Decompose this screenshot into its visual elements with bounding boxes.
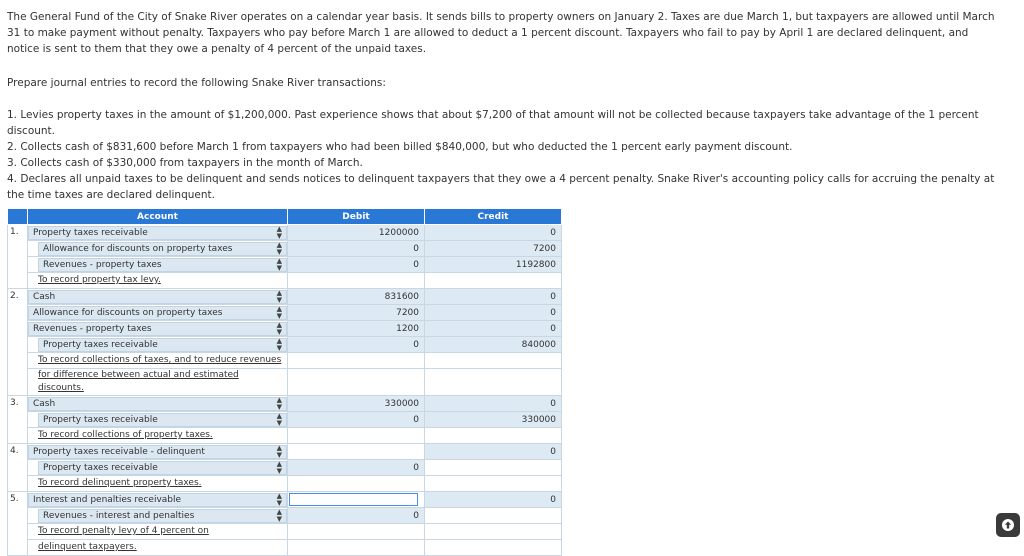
journal-row xyxy=(8,257,562,273)
empty-cell xyxy=(425,273,562,289)
account-cell xyxy=(28,508,288,524)
header-account: Account xyxy=(28,209,288,225)
debit-cell[interactable]: 330000 xyxy=(288,396,425,412)
entry-memo[interactable]: for difference between actual and estimated discounts. xyxy=(38,370,239,393)
empty-cell xyxy=(288,540,425,556)
account-select[interactable] xyxy=(28,397,287,411)
journal-row xyxy=(8,337,562,353)
memo-row xyxy=(8,369,562,396)
empty-cell xyxy=(425,369,562,396)
header-debit: Debit xyxy=(288,209,425,225)
credit-cell[interactable]: 0 xyxy=(425,321,562,337)
account-select[interactable] xyxy=(38,413,287,427)
up-down-arrow-icon: ▲ ▼ xyxy=(276,336,282,352)
account-cell xyxy=(28,321,288,337)
account-select[interactable] xyxy=(28,290,287,304)
memo-cell xyxy=(28,540,288,556)
up-down-arrow-icon: ▲ ▼ xyxy=(276,240,282,256)
journal-row xyxy=(8,444,562,460)
empty-cell xyxy=(288,524,425,540)
account-cell xyxy=(28,396,288,412)
account-label: Interest and penalties receivable xyxy=(33,494,182,505)
memo-cell xyxy=(28,476,288,492)
empty-cell xyxy=(288,428,425,444)
account-select[interactable] xyxy=(38,338,287,352)
journal-row xyxy=(8,492,562,508)
account-label: Allowance for discounts on property taxes xyxy=(43,243,233,254)
journal-row xyxy=(8,289,562,305)
account-select[interactable] xyxy=(28,445,287,459)
transaction-item: 1. Levies property taxes in the amount of $1,200,000. Past experience shows that about $7,200 of that amount will not be collected because taxpayers take advantage of the 1 percent discount. xyxy=(7,109,979,137)
credit-cell[interactable]: 0 xyxy=(425,492,562,508)
debit-cell[interactable]: 7200 xyxy=(288,305,425,321)
empty-cell xyxy=(425,353,562,369)
entry-number: 1. xyxy=(8,225,28,289)
memo-row xyxy=(8,476,562,492)
account-label: Cash xyxy=(33,398,56,409)
journal-row xyxy=(8,321,562,337)
entry-memo[interactable]: To record collections of taxes, and to reduce revenues xyxy=(38,355,282,365)
journal-row xyxy=(8,460,562,476)
up-down-arrow-icon: ▲ ▼ xyxy=(276,288,282,304)
account-cell xyxy=(28,257,288,273)
account-label: Property taxes receivable - delinquent xyxy=(33,446,205,457)
account-label: Cash xyxy=(33,291,56,302)
debit-cell[interactable]: 1200000 xyxy=(288,225,425,241)
credit-cell[interactable]: 840000 xyxy=(425,337,562,353)
memo-row xyxy=(8,524,562,540)
problem-instruction: Prepare journal entries to record the following Snake River transactions: xyxy=(7,77,386,89)
journal-row xyxy=(8,225,562,241)
transaction-item: 3. Collects cash of $330,000 from taxpayers in the month of March. xyxy=(7,157,363,169)
account-cell xyxy=(28,492,288,508)
credit-cell[interactable]: 0 xyxy=(425,396,562,412)
account-label: Revenues - interest and penalties xyxy=(43,510,195,521)
account-cell xyxy=(28,241,288,257)
entry-number: 5. xyxy=(8,492,28,556)
debit-cell[interactable]: 0 xyxy=(288,257,425,273)
credit-cell[interactable]: 7200 xyxy=(425,241,562,257)
memo-row xyxy=(8,273,562,289)
credit-cell[interactable] xyxy=(425,508,562,524)
credit-cell[interactable] xyxy=(425,460,562,476)
up-down-arrow-icon: ▲ ▼ xyxy=(276,491,282,507)
empty-cell xyxy=(425,476,562,492)
up-down-arrow-icon: ▲ ▼ xyxy=(276,256,282,272)
debit-input[interactable] xyxy=(289,493,418,506)
transaction-item: 2. Collects cash of $831,600 before March 1 from taxpayers who had been billed $840,000, but who deducted the 1 percent early payment discount. xyxy=(7,141,793,153)
account-cell xyxy=(28,225,288,241)
debit-cell[interactable]: 0 xyxy=(288,337,425,353)
account-label: Property taxes receivable xyxy=(43,462,158,473)
transaction-item: 4. Declares all unpaid taxes to be delinquent and sends notices to delinquent taxpayers that they owe a 4 percent penalty. Snake River's accounting policy calls for accruing the penalty at the time taxes are declared delinquent. xyxy=(7,173,995,201)
debit-cell[interactable] xyxy=(288,444,425,460)
up-down-arrow-icon: ▲ ▼ xyxy=(276,443,282,459)
account-select[interactable] xyxy=(28,493,287,507)
account-label: Revenues - property taxes xyxy=(33,323,152,334)
memo-row xyxy=(8,353,562,369)
entry-memo[interactable]: delinquent taxpayers. xyxy=(38,542,137,552)
up-down-arrow-icon: ▲ ▼ xyxy=(276,320,282,336)
entry-number: 3. xyxy=(8,396,28,444)
entry-memo[interactable]: To record delinquent property taxes. xyxy=(38,478,202,488)
account-select[interactable] xyxy=(28,322,287,336)
entry-memo[interactable]: To record property tax levy. xyxy=(38,275,161,285)
account-select[interactable] xyxy=(38,509,287,523)
account-label: Revenues - property taxes xyxy=(43,259,162,270)
credit-cell[interactable]: 1192800 xyxy=(425,257,562,273)
entry-memo[interactable]: To record collections of property taxes. xyxy=(38,430,213,440)
entry-number: 2. xyxy=(8,289,28,396)
account-label: Property taxes receivable xyxy=(43,339,158,350)
debit-cell[interactable]: 0 xyxy=(288,412,425,428)
debit-cell[interactable]: 1200 xyxy=(288,321,425,337)
credit-cell[interactable]: 0 xyxy=(425,305,562,321)
credit-cell[interactable]: 0 xyxy=(425,225,562,241)
problem-intro: The General Fund of the City of Snake River operates on a calendar year basis. It sends bills to property owners on January 2. Taxes are due March 1, but taxpayers are allowed until March 31 to make payment without penalty. Taxpayers who pay before March 1 are allowed to deduct a 1 percent discount. Taxpayers who fail to pay by April 1 are declared delinquent, and notice is sent to them that they owe a penalty of 4 percent of the unpaid taxes. xyxy=(7,11,995,55)
transaction-list xyxy=(7,107,1002,203)
entry-number: 4. xyxy=(8,444,28,492)
journal-row xyxy=(8,305,562,321)
memo-cell xyxy=(28,428,288,444)
entry-memo[interactable]: To record penalty levy of 4 percent on xyxy=(38,526,209,536)
memo-cell xyxy=(28,273,288,289)
scroll-to-top-button[interactable] xyxy=(996,513,1020,537)
debit-cell[interactable]: 831600 xyxy=(288,289,425,305)
journal-row xyxy=(8,396,562,412)
credit-cell[interactable]: 330000 xyxy=(425,412,562,428)
debit-cell[interactable]: 0 xyxy=(288,508,425,524)
up-down-arrow-icon: ▲ ▼ xyxy=(276,224,282,240)
journal-row xyxy=(8,508,562,524)
account-cell xyxy=(28,460,288,476)
journal-row xyxy=(8,241,562,257)
debit-cell[interactable]: 0 xyxy=(288,241,425,257)
account-select[interactable] xyxy=(38,258,287,272)
account-cell xyxy=(28,337,288,353)
account-select[interactable] xyxy=(28,226,287,240)
credit-cell[interactable]: 0 xyxy=(425,444,562,460)
header-credit: Credit xyxy=(425,209,562,225)
empty-cell xyxy=(425,540,562,556)
account-select[interactable] xyxy=(38,242,287,256)
journal-entry-table xyxy=(7,208,562,556)
credit-cell[interactable]: 0 xyxy=(425,289,562,305)
account-label: Property taxes receivable xyxy=(33,227,148,238)
account-cell xyxy=(28,289,288,305)
empty-cell xyxy=(425,428,562,444)
arrow-up-circle-icon xyxy=(1001,518,1015,532)
up-down-arrow-icon: ▲ ▼ xyxy=(276,507,282,523)
memo-row xyxy=(8,428,562,444)
debit-cell[interactable] xyxy=(288,492,425,508)
up-down-arrow-icon: ▲ ▼ xyxy=(276,411,282,427)
empty-cell xyxy=(425,524,562,540)
account-label: Allowance for discounts on property taxes xyxy=(33,307,223,318)
account-cell xyxy=(28,444,288,460)
empty-cell xyxy=(288,476,425,492)
account-cell xyxy=(28,412,288,428)
account-select[interactable] xyxy=(38,461,287,475)
debit-cell[interactable]: 0 xyxy=(288,460,425,476)
up-down-arrow-icon: ▲ ▼ xyxy=(276,395,282,411)
memo-cell xyxy=(28,524,288,540)
account-select[interactable] xyxy=(28,306,287,320)
journal-row xyxy=(8,412,562,428)
memo-cell xyxy=(28,369,288,396)
up-down-arrow-icon: ▲ ▼ xyxy=(276,304,282,320)
account-cell xyxy=(28,305,288,321)
header-blank xyxy=(8,209,28,225)
up-down-arrow-icon: ▲ ▼ xyxy=(276,459,282,475)
empty-cell xyxy=(288,353,425,369)
memo-row xyxy=(8,540,562,556)
account-label: Property taxes receivable xyxy=(43,414,158,425)
memo-cell xyxy=(28,353,288,369)
empty-cell xyxy=(288,369,425,396)
empty-cell xyxy=(288,273,425,289)
